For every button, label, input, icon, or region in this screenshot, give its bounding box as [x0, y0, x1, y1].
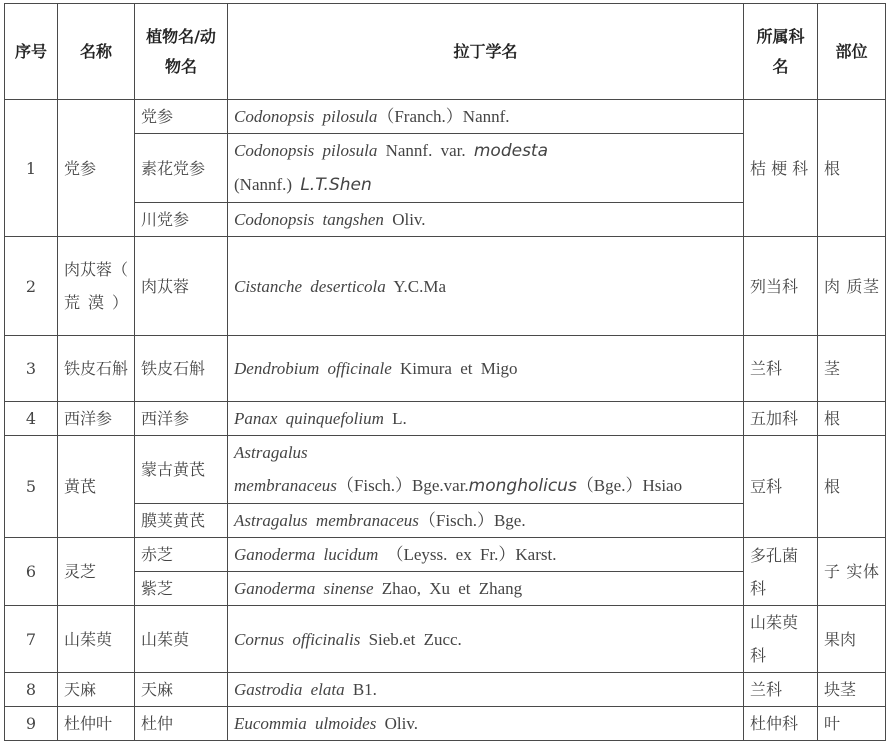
row-part: 根 — [818, 100, 886, 237]
row-seq: 3 — [5, 336, 58, 402]
row-family: 多孔菌科 — [744, 538, 818, 606]
row-name: 黄芪 — [58, 436, 135, 538]
row-plant: 素花党参 — [135, 134, 228, 203]
row-name: 山茱萸 — [58, 606, 135, 673]
row-family: 杜仲科 — [744, 707, 818, 741]
row-family: 五加科 — [744, 402, 818, 436]
row-plant: 赤芝 — [135, 538, 228, 572]
header-family: 所属科名 — [744, 4, 818, 100]
row-part: 肉 质茎 — [818, 237, 886, 336]
row-name: 党参 — [58, 100, 135, 237]
header-seq: 序号 — [5, 4, 58, 100]
row-part: 根 — [818, 402, 886, 436]
row-seq: 6 — [5, 538, 58, 606]
row-seq: 4 — [5, 402, 58, 436]
row-family: 桔 梗 科 — [744, 100, 818, 237]
row-name: 西洋参 — [58, 402, 135, 436]
row-latin: Cornus officinalis Sieb.et Zucc. — [228, 606, 744, 673]
row-part: 叶 — [818, 707, 886, 741]
row-latin: Ganoderma lucidum （Leyss. ex Fr.）Karst. — [228, 538, 744, 572]
row-latin: Ganoderma sinense Zhao, Xu et Zhang — [228, 572, 744, 606]
row-latin: Panax quinquefolium L. — [228, 402, 744, 436]
row-plant: 蒙古黄芪 — [135, 436, 228, 504]
row-seq: 5 — [5, 436, 58, 538]
row-family: 山茱萸科 — [744, 606, 818, 673]
header-row — [5, 4, 886, 100]
row-seq: 7 — [5, 606, 58, 673]
row-latin: Cistanche deserticola Y.C.Ma — [228, 237, 744, 336]
row-part: 果肉 — [818, 606, 886, 673]
row-plant: 党参 — [135, 100, 228, 134]
row-plant: 肉苁蓉 — [135, 237, 228, 336]
row-plant: 西洋参 — [135, 402, 228, 436]
row-latin: Codonopsis pilosula Nannf. var. modesta (Nannf.) L.T.Shen — [228, 134, 744, 203]
row-part: 根 — [818, 436, 886, 538]
row-plant: 铁皮石斛 — [135, 336, 228, 402]
row-latin: Codonopsis pilosula（Franch.）Nannf. — [228, 100, 744, 134]
row-family: 列当科 — [744, 237, 818, 336]
herb-table — [4, 3, 886, 741]
row-plant: 天麻 — [135, 673, 228, 707]
row-name: 天麻 — [58, 673, 135, 707]
table-row — [5, 436, 886, 504]
row-plant: 紫芝 — [135, 572, 228, 606]
row-family: 兰科 — [744, 336, 818, 402]
row-seq: 1 — [5, 100, 58, 237]
row-part: 茎 — [818, 336, 886, 402]
table-row — [5, 402, 886, 436]
row-family: 兰科 — [744, 673, 818, 707]
row-latin: Dendrobium officinale Kimura et Migo — [228, 336, 744, 402]
row-name: 肉苁蓉（ 荒漠） — [58, 237, 135, 336]
table-row — [5, 538, 886, 572]
header-plant: 植物名/动物名 — [135, 4, 228, 100]
header-latin: 拉丁学名 — [228, 4, 744, 100]
row-part: 子 实体 — [818, 538, 886, 606]
table-row — [5, 673, 886, 707]
table-row — [5, 100, 886, 134]
row-latin: Astragalus membranaceus（Fisch.）Bge. — [228, 504, 744, 538]
row-part: 块茎 — [818, 673, 886, 707]
table-row — [5, 237, 886, 336]
row-name: 铁皮石斛 — [58, 336, 135, 402]
row-seq: 9 — [5, 707, 58, 741]
row-plant: 山茱萸 — [135, 606, 228, 673]
row-latin: Codonopsis tangshen Oliv. — [228, 203, 744, 237]
row-plant: 膜荚黄芪 — [135, 504, 228, 538]
header-name: 名称 — [58, 4, 135, 100]
row-latin: Gastrodia elata B1. — [228, 673, 744, 707]
row-seq: 8 — [5, 673, 58, 707]
header-part: 部位 — [818, 4, 886, 100]
table-row — [5, 606, 886, 673]
row-family: 豆科 — [744, 436, 818, 538]
row-name: 杜仲叶 — [58, 707, 135, 741]
row-plant: 杜仲 — [135, 707, 228, 741]
row-plant: 川党参 — [135, 203, 228, 237]
row-latin: Astragalus membranaceus（Fisch.）Bge.var.mongholicus（Bge.）Hsiao — [228, 436, 744, 504]
row-seq: 2 — [5, 237, 58, 336]
row-name: 灵芝 — [58, 538, 135, 606]
table-row — [5, 336, 886, 402]
table-row — [5, 707, 886, 741]
row-latin: Eucommia ulmoides Oliv. — [228, 707, 744, 741]
